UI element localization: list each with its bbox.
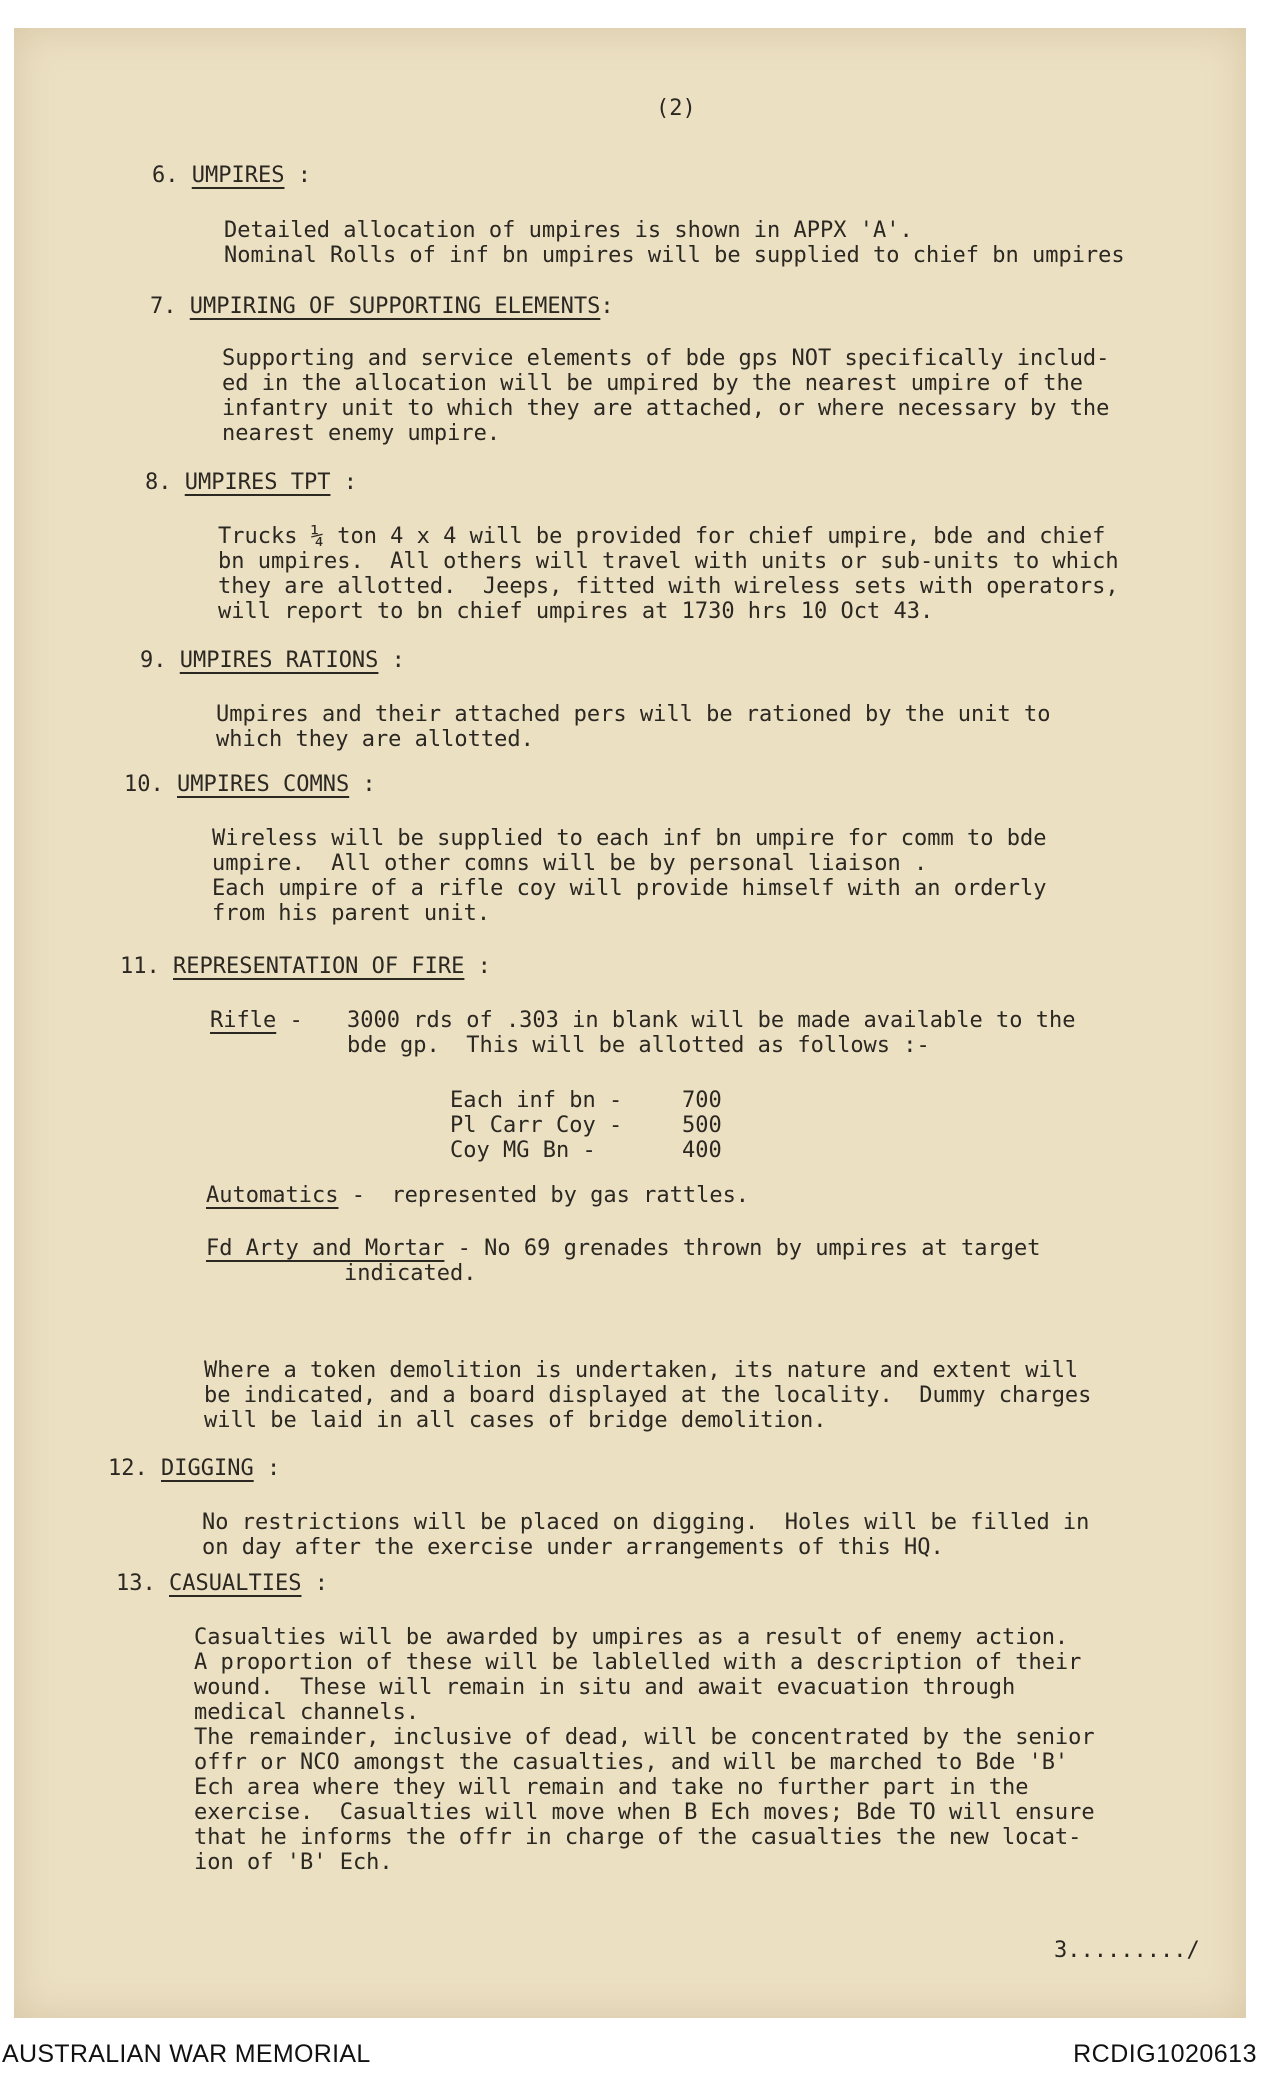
section-8-heading: 8. UMPIRES TPT : — [145, 470, 357, 495]
allocation-row: Pl Carr Coy - 500 — [450, 1113, 722, 1138]
automatics-line: Automatics - represented by gas rattles. — [206, 1183, 750, 1208]
section-10-body: Wireless will be supplied to each inf bn umpire for comm to bde umpire. All other comns will be by personal liaison . Each umpire of a rifle coy will provide himself with an orderly from his parent unit. — [212, 826, 1047, 926]
section-11-heading: 11. REPRESENTATION OF FIRE : — [120, 954, 491, 979]
rifle-text: 3000 rds of .303 in blank will be made available to the bde gp. This will be allotted as follows :- — [347, 1008, 1076, 1058]
section-9-heading: 9. UMPIRES RATIONS : — [140, 648, 405, 673]
continuation-marker: 3........./ — [1054, 1938, 1200, 1963]
section-10-heading: 10. UMPIRES COMNS : — [124, 772, 376, 797]
section-6-body: Detailed allocation of umpires is shown in APPX 'A'. Nominal Rolls of inf bn umpires will be supplied to chief bn umpires — [224, 218, 1125, 268]
allocation-row: Coy MG Bn - 400 — [450, 1138, 722, 1163]
section-7-body: Supporting and service elements of bde gps NOT specifically includ- ed in the allocation will be umpired by the nearest umpire of the infantry unit to which they are attached, or where necessary by the nearest enemy umpire. — [222, 346, 1110, 446]
demolition-paragraph: Where a token demolition is undertaken, its nature and extent will be indicated, and a board displayed at the locality. Dummy charges will be laid in all cases of bridge demolition. — [204, 1358, 1092, 1433]
document-page — [14, 28, 1246, 2018]
footer-source: AUSTRALIAN WAR MEMORIAL — [2, 2040, 371, 2068]
section-13-heading: 13. CASUALTIES : — [116, 1571, 328, 1596]
section-8-body: Trucks ¼ ton 4 x 4 will be provided for chief umpire, bde and chief bn umpires. All others will travel with units or sub-units to which they are allotted. Jeeps, fitted with wireless sets with operators, will report to bn chief umpires at 1730 hrs 10 Oct 43. — [218, 524, 1119, 624]
arty-line-2: indicated. — [344, 1261, 477, 1286]
section-6-heading: 6. UMPIRES : — [152, 163, 311, 188]
footer-id: RCDIG1020613 — [1073, 2040, 1257, 2068]
rifle-label: Rifle - — [210, 1008, 303, 1033]
section-7-heading: 7. UMPIRING OF SUPPORTING ELEMENTS: — [150, 294, 614, 319]
section-13-body: Casualties will be awarded by umpires as a result of enemy action. A proportion of these will be lablelled with a description of their wound. These will remain in situ and await evacuation through medical channels. The remainder, inclusive of dead, will be concentrated by the senior offr or NCO amongst the casualties, and will be marched to Bde 'B' Ech area where they will remain and take no further part in the exercise. Casualties will move when B Ech moves; Bde TO will ensure that he informs the offr in charge of the casualties the new locat- ion of 'B' Ech. — [194, 1625, 1095, 1875]
section-12-heading: 12. DIGGING : — [108, 1456, 281, 1481]
section-9-body: Umpires and their attached pers will be rationed by the unit to which they are allotted. — [216, 702, 1051, 752]
arty-line: Fd Arty and Mortar - No 69 grenades thrown by umpires at target — [206, 1236, 1041, 1261]
allocation-row: Each inf bn - 700 — [450, 1088, 722, 1113]
section-12-body: No restrictions will be placed on digging. Holes will be filled in on day after the exercise under arrangements of this HQ. — [202, 1510, 1090, 1560]
blank-allocation-list — [450, 1088, 742, 1163]
page-number: (2) — [656, 96, 696, 121]
